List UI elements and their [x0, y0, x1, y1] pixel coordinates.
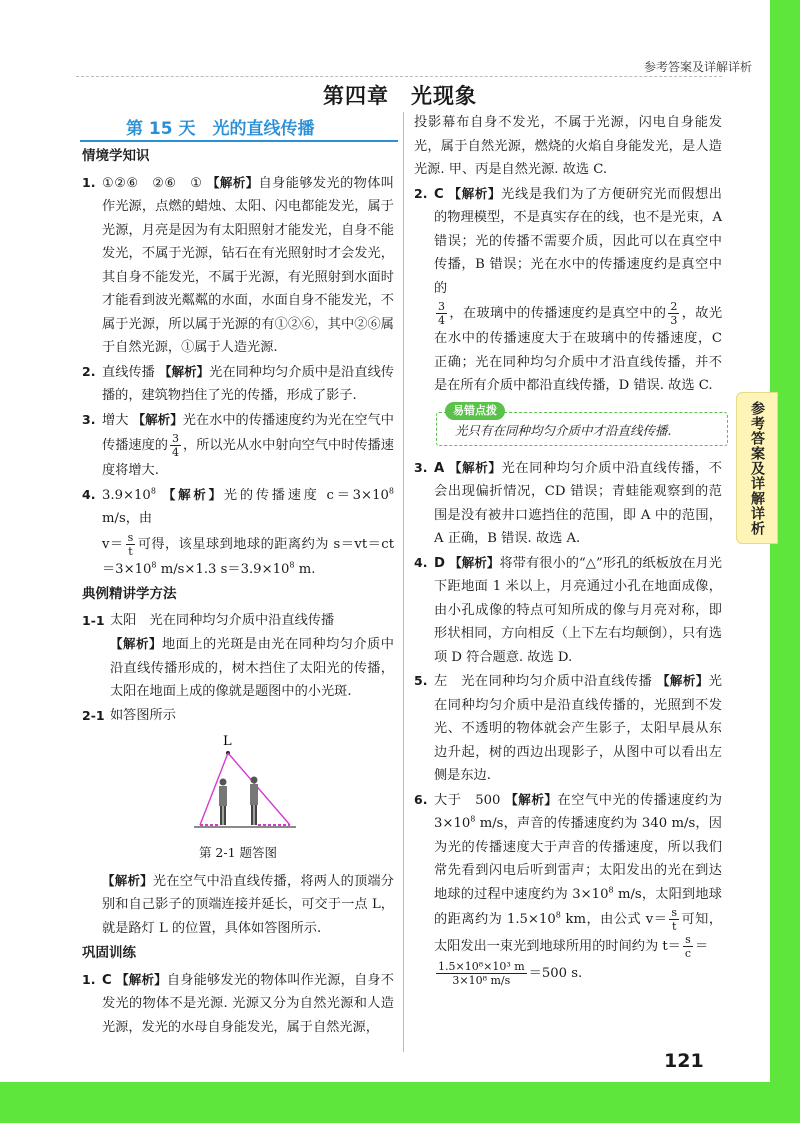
analysis-text: 光的传播速度 c＝3×10 [223, 487, 389, 503]
analysis-paragraph [82, 869, 394, 941]
answer-item [82, 408, 394, 483]
result-fraction: $\frac{\text{1.5×10⁸×10³ m}}{\text{3×10⁸ m/s}}$ [438, 960, 525, 987]
analysis-text: 地面上的光斑是由光在同种均匀介质中沿直线传播形成的，树木挡住了太阳光的传播，太阳在地面上成的像就是题图中的小光斑. [110, 637, 394, 699]
analysis-text: 光在水中的传播速度约为光在空气中传播速度的 [102, 412, 394, 453]
answer-item [82, 360, 394, 408]
answer-item [82, 968, 394, 1040]
item-number: 5. [414, 673, 428, 688]
answer-choice: D [434, 555, 445, 571]
analysis-tag: 【解析】 [449, 459, 502, 475]
analysis-text: 光在同种均匀介质中沿直线传播，不会出现偏折情况，CD 错误；青蛙能观察到的范围是没有被井口遮挡住的范围，即 A 中的范围，A 正确，B 错误. 故选 A. [434, 460, 722, 546]
answer-text: ①②⑥ ②⑥ ① [102, 175, 203, 191]
fraction: $\frac{s}{c}$ [684, 933, 692, 960]
item-number: 2-1 [82, 707, 105, 723]
header-label: 参考答案及详解详析 [643, 60, 752, 74]
section-heading: 情境学知识 [82, 148, 150, 164]
answer-item [82, 609, 394, 704]
answer-item [82, 171, 394, 360]
fraction: $\frac{3}{4}$ [438, 300, 445, 327]
shadow-diagram [82, 729, 394, 841]
analysis-tag: 【解析】 [116, 971, 167, 987]
left-column [82, 143, 394, 1039]
item-number: 1. [82, 174, 96, 190]
answer-text: 大于 500 [434, 792, 501, 808]
answer-text: 如答图所示 [110, 707, 176, 723]
analysis-tag: 【解析】 [102, 872, 153, 888]
answer-choice: C [434, 186, 444, 202]
analysis-text: 将带有很小的“△”形孔的纸板放在月光下距地面 1 米以上，月亮通过小孔在地面成像，由小孔成像的特点可知所成的像与月亮对称，即形状相同，方向相反（上下左右均颠倒），只有选项 D 符合题意. 故选 D. [434, 555, 722, 665]
analysis-paragraph: 投影幕布自身不发光，不属于光源，闪电自身能发光，属于自然光源，燃烧的火焰自身能发光，是人造光源. 甲、丙是自然光源. 故选 C. [414, 115, 722, 177]
column-divider [403, 112, 404, 1052]
day-title-rule [80, 140, 398, 142]
item-number: 1-1 [82, 612, 105, 628]
answer-text: 直线传播 [102, 364, 155, 380]
fraction: $\frac{s}{t}$ [127, 530, 134, 558]
page-frame-bottom [0, 1082, 800, 1123]
analysis-text: 自身能够发光的物体叫作光源，自身不发光的物体不是光源. 光源又分为自然光源和人造光源，发光的水母自身能发光，属于自然光源， [102, 972, 394, 1035]
fraction: $\frac{2}{3}$ [670, 300, 678, 327]
right-column [414, 111, 722, 987]
lamp-label: L [223, 734, 232, 749]
page-frame-right [770, 0, 800, 1123]
answer-item [414, 456, 722, 551]
analysis-tag: 【解析】 [110, 636, 162, 651]
section-heading: 巩固训练 [82, 945, 136, 961]
tip-label: 易错点拨 [445, 402, 505, 420]
person-left [219, 779, 227, 826]
analysis-tag: 【解析】 [656, 673, 709, 688]
answer-item [414, 551, 722, 670]
header-rule [76, 76, 722, 77]
analysis-text: 在空气中光的传播速度约为 3×10 [434, 792, 722, 831]
analysis-text: 自身能够发光的物体叫作光源，点燃的蜡烛、太阳、闪电都能发光，属于光源，月亮是因为有太阳照射才能发光，自身不能发光，不属于光源，钻石在有光照射时才会发光，其自身不能发光，不属于光源，有光照射到水面时才能看到波光粼粼的水面，水面自身不能发光，不属于光源，所以属于光源的有①②⑥，其中②⑥属于自然光源，①属于人造光源. [102, 175, 394, 355]
answer-text: 太阳 光在同种均匀介质中沿直线传播 [110, 612, 335, 628]
analysis-tag: 【解析】 [159, 363, 210, 379]
analysis-text: 光在同种均匀介质中是沿直线传播的，光照到不发光、不透明的物体就会产生影子，太阳早晨从东边升起，树的西边出现影子，从图中可以看出左侧是东边. [434, 674, 722, 783]
analysis-text: 光在同种均匀介质中是沿直线传播的，建筑物挡住了光的传播，形成了影子. [102, 364, 394, 403]
answer-item [82, 704, 394, 728]
tip-text: 光只有在同种均匀介质中才沿直线传播. [455, 422, 672, 438]
side-tab: 参考答案及详解详析 [736, 392, 778, 544]
day-title: 第 15 天 光的直线传播 [126, 119, 315, 139]
analysis-tag: 【解析】 [449, 554, 500, 570]
answer-item: 6. 大于 500 【解析】在空气中光的传播速度约为 $3\times 10^8$ m/s，声音的传播速度约为 340 m/s，因为光的传播速度大于声音的传播速度，所以我们常先看到闪电后听到雷声；太阳发出的光在到达地球的过程中速度约为 $3\times 10^8$ m/s，太阳到地球的距离约为 $1.5\times 10^8$ km，由公式 v＝ $\frac{s}{t}$ 可知，太阳发出一束光到地球所用的时间约为 t＝ $\frac{s}{c}$ ＝ $\frac{\text{1.5×10⁸×10³ m}}{\text{3×10⁸ m/s}}$ ＝500 s. [414, 788, 722, 988]
item-number: 4. [82, 486, 96, 502]
item-number: 2. [414, 185, 428, 201]
answer-choice: A [434, 460, 445, 476]
item-number: 4. [414, 554, 428, 570]
answer-item [414, 669, 722, 788]
item-number: 1. [82, 971, 96, 987]
tip-box [436, 403, 728, 446]
answer-text: 3.9×10 [102, 487, 151, 503]
item-number: 3. [82, 411, 96, 427]
answer-choice: C [102, 972, 112, 988]
chapter-title: 第四章 光现象 [323, 84, 477, 108]
analysis-text: ，所以光从水中射向空气中时传播速度将增大. [102, 438, 394, 478]
item-number: 3. [414, 459, 428, 475]
light-ray-right [228, 753, 290, 825]
analysis-tag: 【解析】 [448, 185, 502, 201]
page-number: 121 [664, 1050, 704, 1072]
section-heading: 典例精讲学方法 [82, 586, 177, 602]
item-number: 2. [82, 363, 96, 379]
analysis-tag: 【解析】 [132, 411, 183, 427]
figure-caption: 第 2-1 题答图 [198, 845, 278, 860]
fraction: $\frac{s}{t}$ [671, 906, 678, 933]
answer-text: 增大 [102, 412, 129, 428]
analysis-tag: 【解析】 [162, 486, 224, 502]
answer-text: 左 光在同种均匀介质中沿直线传播 [434, 674, 653, 689]
item-number: 6. [414, 791, 428, 807]
answer-item: 4. $3.9\times 10^8$ 【解析】光的传播速度 $c=3\times 10^8$ m/s，由 v＝ $\frac{s}{t}$ 可得，该星球到地球的距离约为 $s=vt=ct=3\times 10^8$ m/s×1.3 $s=3.9\times 10^8$ m. [82, 483, 394, 582]
answer-item: 2. C 【解析】光线是我们为了方便研究光而假想出的物理模型，不是真实存在的线，也不是光束，A 错误；光的传播不需要介质，因此可以在真空中传播，B 错误；光在水中的传播速度约是真空中的 $\frac{3}{4}$ ，在玻璃中的传播速度约是真空中的 $\frac{2}{3}$ ，故光在水中的传播速度大于在玻璃中的传播速度，C 正确；光在同种均匀介质中才沿直线传播，并不是在所有介质中都沿直线传播，D 错误. 故选 C. [414, 182, 722, 398]
analysis-tag: 【解析】 [505, 791, 558, 807]
fraction: $\frac{3}{4}$ [171, 432, 179, 459]
analysis-text: 光在空气中沿直线传播，将两人的顶端分别和自己影子的顶端连接并延长，可交于一点 L，就是路灯 L 的位置，具体如答图所示. [102, 873, 394, 936]
analysis-text: 光线是我们为了方便研究光而假想出的物理模型，不是真实存在的线，也不是光束，A 错误；光的传播不需要介质，因此可以在真空中传播，B 错误；光在水中的传播速度约是真空中的 [434, 186, 722, 296]
analysis-tag: 【解析】 [207, 174, 259, 190]
